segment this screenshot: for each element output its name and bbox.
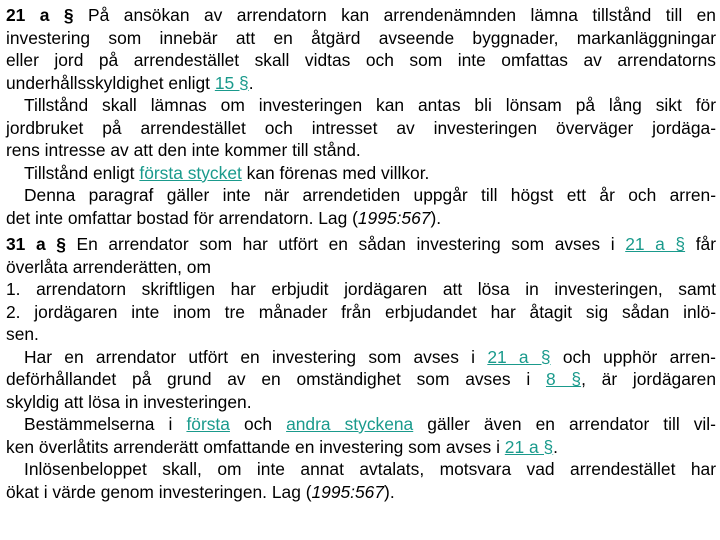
link-21a[interactable]: 21 a § [504,436,554,457]
link-21a[interactable]: 21 a § [625,234,686,254]
section-21a-p4-line-1: Denna paragraf gäller inte när arrendetiden uppgår till högst ett år och arren- [24,185,716,205]
section-31a-line-3: 1. arrendatorn skriftligen har erbjudit jordägaren att lösa in investeringen, samt [6,279,716,299]
section-31a-p2-line-1: Har en arrendator utfört en investering som avses i 21 a § och upphör arren- [24,346,716,367]
section-31a-p4-line-2: ökat i värde genom investeringen. Lag (1995:567). [6,481,395,502]
link-21a[interactable]: 21 a § [487,346,551,367]
section-21a-p2-line-1: Tillstånd skall lämnas om investeringen kan antas bli lönsam på lång sikt för [24,95,716,115]
section-number: 31 a § [6,234,66,254]
section-21a-line-4: underhållsskyldighet enligt 15 §. [6,72,254,93]
section-number: 21 a § [6,5,74,25]
section-21a [6,4,716,229]
link-forsta[interactable]: första [186,414,230,434]
section-31a-p4-line-1: Inlösenbeloppet skall, om inte annat avtalats, motsvara vad arrendestället har [24,459,716,479]
section-21a-p3-line-1: Tillstånd enligt första stycket kan förenas med villkor. [24,162,430,183]
section-31a-line-2: överlåta arrenderätten, om [6,256,211,277]
law-text-page [6,4,716,503]
section-21a-line-2: investering som innebär att en åtgärd avseende byggnader, markanläggningar [6,27,716,48]
section-31a-p2-line-2: deförhållandet på grund av en omständighet som avses i 8 §, är jordägaren [6,369,716,389]
section-31a-line-5: sen. [6,324,39,344]
law-reference: 1995:567 [357,207,431,228]
section-31a-line-4: 2. jordägaren inte inom tre månader från erbjudandet har åtagit sig sådan inlö- [6,301,716,322]
section-31a-p3-line-2: ken överlåtits arrenderätt omfattande en investering som avses i 21 a §. [6,436,558,457]
section-21a-p4-line-2: det inte omfattar bostad för arrendatorn. Lag (1995:567). [6,207,442,228]
section-21a-line-3: eller jord på arrendestället skall vidtas och som inte omfattas av arrendatorns [6,50,716,70]
section-31a-line-1: 31 a § En arrendator som har utfört en sådan investering som avses i 21 a § får [6,234,716,254]
link-8[interactable]: 8 § [545,369,582,389]
section-31a [6,233,716,503]
link-forsta-stycket[interactable]: första stycket [139,162,242,183]
link-andra-styckena[interactable]: andra styckena [286,414,414,434]
section-31a-p3-line-1: Bestämmelserna i första och andra styckena gäller även en arrendator till vil- [24,414,716,434]
section-31a-p2-line-3: skyldig att lösa in investeringen. [6,391,252,412]
link-15[interactable]: 15 § [214,72,249,93]
law-reference: 1995:567 [311,481,385,502]
section-21a-p2-line-3: rens intresse av att den inte kommer till stånd. [6,140,361,160]
section-21a-line-1: 21 a § På ansökan av arrendatorn kan arrendenämnden lämna tillstånd till en [6,5,716,25]
section-21a-p2-line-2: jordbruket på arrendestället och intresset av investeringen överväger jordäga- [6,117,716,138]
